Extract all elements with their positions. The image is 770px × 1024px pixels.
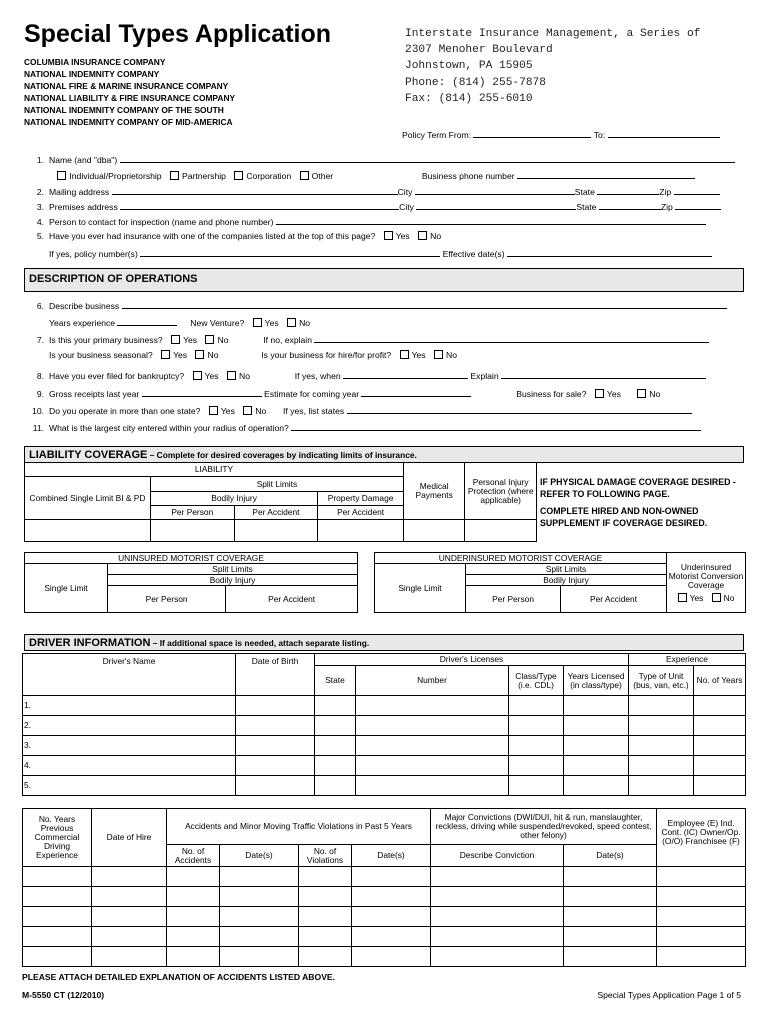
checkbox[interactable] xyxy=(637,389,646,398)
checkbox[interactable] xyxy=(418,231,427,240)
attach-note: PLEASE ATTACH DETAILED EXPLANATION OF ACCIDENTS LISTED ABOVE. xyxy=(22,972,336,982)
no-label: No xyxy=(430,231,442,241)
table-row xyxy=(23,887,746,907)
driver-note: – If additional space is needed, attach separate listing. xyxy=(150,638,370,648)
cell[interactable] xyxy=(431,887,564,907)
cell[interactable] xyxy=(299,947,352,967)
years-exp-label: Years experience xyxy=(49,318,116,328)
checkbox[interactable] xyxy=(400,350,409,359)
cell[interactable] xyxy=(299,927,352,947)
violation-dates-header: Date(s) xyxy=(352,845,431,867)
cell[interactable] xyxy=(629,756,694,776)
table-row xyxy=(23,867,746,887)
q10-row: 10. Do you operate in more than one state? Yes No If yes, list states xyxy=(24,404,742,416)
checkbox[interactable] xyxy=(205,335,214,344)
state-label: State xyxy=(574,187,595,197)
q11-label: What is the largest city entered within your radius of operation? xyxy=(49,423,289,433)
table-row xyxy=(23,696,746,716)
um-table xyxy=(24,552,358,613)
cell[interactable] xyxy=(356,776,509,796)
row-number[interactable]: 2. xyxy=(23,716,236,736)
cell[interactable] xyxy=(657,947,746,967)
policy-number-label: If yes, policy number(s) xyxy=(49,249,138,259)
yes-label: Yes xyxy=(689,592,704,603)
state-header: State xyxy=(315,666,356,696)
mailing-address-field[interactable] xyxy=(112,185,398,195)
table-row xyxy=(23,907,746,927)
cell[interactable] xyxy=(167,927,220,947)
employee-type-header: Employee (E) Ind. Cont. (IC) Owner/Op. (O/O) Franchisee (F) xyxy=(657,809,746,867)
when-field[interactable] xyxy=(343,369,468,379)
cell[interactable] xyxy=(564,716,629,736)
years-row xyxy=(24,316,742,328)
list-states-field[interactable] xyxy=(347,404,692,414)
cell[interactable] xyxy=(220,867,299,887)
bi-per-person-cell[interactable] xyxy=(150,520,234,542)
cell[interactable] xyxy=(236,776,315,796)
page-title: Special Types Application xyxy=(24,20,332,48)
cell[interactable] xyxy=(352,887,431,907)
cell[interactable] xyxy=(509,716,564,736)
liability-note: – Complete for desired coverages by indicating limits of insurance. xyxy=(147,450,417,460)
licenses-header: Driver's Licenses xyxy=(315,654,629,666)
um-single-limit: Single Limit xyxy=(25,564,108,613)
new-venture-label: New Venture? xyxy=(190,318,245,328)
zip-field[interactable] xyxy=(675,200,721,210)
agency-address xyxy=(405,26,731,107)
row-number[interactable]: 5. xyxy=(23,776,236,796)
um-split-limits: Split Limits xyxy=(108,564,358,575)
policy-term-to-field[interactable] xyxy=(608,128,720,138)
pd-cell[interactable] xyxy=(318,520,404,542)
cell[interactable] xyxy=(694,736,746,756)
uim-per-person: Per Person xyxy=(466,586,561,613)
policy-number-field[interactable] xyxy=(140,247,440,257)
zip-field[interactable] xyxy=(674,185,720,195)
q3-row: 3. Premises address City State Zip xyxy=(24,200,742,212)
no-violations-header: No. of Violations xyxy=(299,845,352,867)
if-no-label: If no, explain xyxy=(263,335,312,345)
cell[interactable] xyxy=(299,907,352,927)
driver-title: DRIVER INFORMATION xyxy=(29,637,151,649)
cell[interactable] xyxy=(509,696,564,716)
cell[interactable] xyxy=(92,947,167,967)
list-states-label: If yes, list states xyxy=(283,406,345,416)
checkbox[interactable] xyxy=(384,231,393,240)
cell[interactable] xyxy=(564,887,657,907)
cell[interactable] xyxy=(236,696,315,716)
cell[interactable] xyxy=(657,927,746,947)
address-line: Fax: (814) 255-6010 xyxy=(405,92,533,105)
company-name: NATIONAL LIABILITY & FIRE INSURANCE COMPANY xyxy=(24,93,236,103)
years-exp-field[interactable] xyxy=(117,316,177,326)
cell[interactable] xyxy=(657,907,746,927)
cell[interactable] xyxy=(564,947,657,967)
form-number: M-5550 CT (12/2010) xyxy=(22,990,105,1000)
per-accident-header: Per Accident xyxy=(234,506,318,520)
cell[interactable] xyxy=(657,867,746,887)
uim-conversion-label: Underinsured Motorist Conversion Coverage xyxy=(668,561,744,590)
entity-label: Individual/Proprietorship xyxy=(69,171,162,181)
cell[interactable] xyxy=(23,907,92,927)
address-line: Johnstown, PA 15905 xyxy=(405,60,533,73)
cell[interactable] xyxy=(220,907,299,927)
cell[interactable] xyxy=(92,887,167,907)
checkbox[interactable] xyxy=(234,171,243,180)
cell[interactable] xyxy=(431,867,564,887)
policy-number-row xyxy=(24,247,742,259)
name-field[interactable] xyxy=(120,153,735,163)
cell[interactable] xyxy=(564,907,657,927)
explain-label: Explain xyxy=(470,371,499,381)
yes-label: Yes xyxy=(395,231,410,241)
cell[interactable] xyxy=(315,756,356,776)
cell[interactable] xyxy=(356,696,509,716)
state-label: State xyxy=(576,202,597,212)
q8-label: Have you ever filed for bankruptcy? xyxy=(49,371,185,381)
table-row xyxy=(23,756,746,776)
explain-field[interactable] xyxy=(501,369,706,379)
class-type-header: Class/Type (i.e. CDL) xyxy=(509,666,564,696)
cell[interactable] xyxy=(167,907,220,927)
cell[interactable] xyxy=(629,776,694,796)
per-person-header: Per Person xyxy=(150,506,234,520)
effective-date-label: Effective date(s) xyxy=(442,249,505,259)
um-per-accident: Per Accident xyxy=(226,586,358,613)
company-name: NATIONAL INDEMNITY COMPANY xyxy=(24,69,160,79)
cell[interactable] xyxy=(236,716,315,736)
checkbox[interactable] xyxy=(195,350,204,359)
policy-term-to-label: To: xyxy=(593,130,606,140)
checkbox[interactable] xyxy=(209,406,218,415)
yes-label: Yes xyxy=(411,350,426,360)
policy-term-from-field[interactable] xyxy=(473,128,591,138)
q5-row: 5. Have you ever had insurance with one of the companies listed at the top of this page? Yes No xyxy=(36,231,442,241)
q4-label: Person to contact for inspection (name and phone number) xyxy=(49,217,274,227)
liability-label: LIABILITY xyxy=(25,463,404,477)
operations-title: DESCRIPTION OF OPERATIONS xyxy=(29,273,198,285)
yes-label: Yes xyxy=(220,406,235,416)
accidents-header: Accidents and Minor Moving Traffic Violations in Past 5 Years xyxy=(167,809,431,845)
bi-per-accident-cell[interactable] xyxy=(234,520,318,542)
cell[interactable] xyxy=(352,907,431,927)
yes-label: Yes xyxy=(173,350,188,360)
zip-label: Zip xyxy=(659,187,672,197)
checkbox[interactable] xyxy=(171,335,180,344)
describe-conviction-header: Describe Conviction xyxy=(431,845,564,867)
yes-label: Yes xyxy=(264,318,279,328)
address-line: Phone: (814) 255-7878 xyxy=(405,76,546,89)
years-licensed-header: Years Licensed (in class/type) xyxy=(564,666,629,696)
q8-row: 8. Have you ever filed for bankruptcy? Yes No If yes, when Explain xyxy=(24,369,742,381)
major-convictions-header: Major Convictions (DWI/DUI, hit & run, manslaughter, reckless, driving while suspended/revoked, speed contest, other felony) xyxy=(431,809,657,845)
cell[interactable] xyxy=(236,736,315,756)
uim-split-limits: Split Limits xyxy=(466,564,667,575)
operations-heading xyxy=(24,268,744,292)
checkbox[interactable] xyxy=(253,318,262,327)
csl-cell[interactable] xyxy=(25,520,151,542)
driver-name-header: Driver's Name xyxy=(23,654,236,696)
pip-header: Personal Injury Protection (where applicable) xyxy=(465,463,537,520)
history-table xyxy=(22,808,746,967)
driver-table xyxy=(22,653,746,796)
um-per-person: Per Person xyxy=(108,586,226,613)
cell[interactable] xyxy=(564,776,629,796)
company-name: NATIONAL INDEMNITY COMPANY OF THE SOUTH xyxy=(24,105,224,115)
q7-label: Is this your primary business? xyxy=(49,335,163,345)
address-line: Interstate Insurance Management, a Series of xyxy=(405,28,701,40)
largest-city-field[interactable] xyxy=(291,421,701,431)
hired-note-text: COMPLETE HIRED AND NON-OWNED SUPPLEMENT IF COVERAGE DESIRED. xyxy=(540,506,708,528)
prev-exp-header: No. Years Previous Commercial Driving Experience xyxy=(23,809,92,867)
entity-label: Partnership xyxy=(181,171,226,181)
yes-label: Yes xyxy=(204,371,219,381)
cell[interactable] xyxy=(694,716,746,736)
pip-cell[interactable] xyxy=(465,520,537,542)
cell[interactable] xyxy=(23,867,92,887)
liability-heading xyxy=(24,446,744,463)
cell[interactable] xyxy=(299,887,352,907)
cell[interactable] xyxy=(431,907,564,927)
cell[interactable] xyxy=(694,696,746,716)
cell[interactable] xyxy=(23,887,92,907)
medical-payments-header: Medical Payments xyxy=(403,463,464,520)
city-label: City xyxy=(397,187,413,197)
cell[interactable] xyxy=(352,947,431,967)
contact-field[interactable] xyxy=(276,215,706,225)
estimate-label: Estimate for coming year xyxy=(264,389,360,399)
um-header: UNINSURED MOTORIST COVERAGE xyxy=(25,553,358,564)
seasonal-row xyxy=(24,350,742,362)
if-no-field[interactable] xyxy=(314,333,709,343)
zip-label: Zip xyxy=(660,202,673,212)
medical-cell[interactable] xyxy=(403,520,464,542)
cell[interactable] xyxy=(167,867,220,887)
accident-dates-header: Date(s) xyxy=(220,845,299,867)
business-phone-label: Business phone number xyxy=(421,171,515,181)
city-label: City xyxy=(399,202,414,212)
policy-term-from-label: Policy Term From: xyxy=(402,130,472,140)
premises-address-field[interactable] xyxy=(120,200,399,210)
cell[interactable] xyxy=(694,756,746,776)
checkbox[interactable] xyxy=(300,171,309,180)
physical-note-text: IF PHYSICAL DAMAGE COVERAGE DESIRED - REFER TO FOLLOWING PAGE. xyxy=(540,477,736,499)
cell[interactable] xyxy=(315,716,356,736)
cell[interactable] xyxy=(356,756,509,776)
city-field[interactable] xyxy=(415,185,575,195)
no-label: No xyxy=(446,350,457,360)
yes-label: Yes xyxy=(606,389,621,399)
uim-per-accident: Per Accident xyxy=(561,586,667,613)
seasonal-label: Is your business seasonal? xyxy=(49,350,153,360)
checkbox[interactable] xyxy=(678,593,687,602)
checkbox[interactable] xyxy=(193,371,202,380)
cell[interactable] xyxy=(509,776,564,796)
q9-row: 9. Gross receipts last year Estimate for coming year Business for sale? Yes No xyxy=(36,389,661,399)
date-hire-header: Date of Hire xyxy=(92,809,167,867)
describe-business-field[interactable] xyxy=(122,299,727,309)
type-unit-header: Type of Unit (bus, van, etc.) xyxy=(629,666,694,696)
cell[interactable] xyxy=(352,867,431,887)
no-accidents-header: No. of Accidents xyxy=(167,845,220,867)
q6-label: Describe business xyxy=(49,301,120,311)
gross-receipts-field[interactable] xyxy=(142,387,262,397)
address-line: 2307 Menoher Boulevard xyxy=(405,44,553,57)
split-limits-header: Split Limits xyxy=(150,477,403,492)
um-bodily-injury: Bodily Injury xyxy=(108,575,358,586)
city-field[interactable] xyxy=(416,200,576,210)
checkbox[interactable] xyxy=(57,171,66,180)
business-phone-field[interactable] xyxy=(517,169,695,179)
uim-bodily-injury: Bodily Injury xyxy=(466,575,667,586)
q1-row: 1. Name (and "dba") xyxy=(24,153,742,165)
cell[interactable] xyxy=(356,736,509,756)
estimate-field[interactable] xyxy=(361,387,471,397)
company-name: NATIONAL FIRE & MARINE INSURANCE COMPANY xyxy=(24,81,229,91)
table-row xyxy=(23,736,746,756)
no-label: No xyxy=(723,592,735,603)
checkbox[interactable] xyxy=(434,350,443,359)
q4-row: 4. Person to contact for inspection (name and phone number) xyxy=(24,215,742,227)
cell[interactable] xyxy=(564,736,629,756)
cell[interactable] xyxy=(92,867,167,887)
cell[interactable] xyxy=(352,927,431,947)
company-name: COLUMBIA INSURANCE COMPANY xyxy=(24,57,166,67)
cell[interactable] xyxy=(431,927,564,947)
cell[interactable] xyxy=(509,736,564,756)
uim-table xyxy=(374,552,746,613)
cell[interactable] xyxy=(315,696,356,716)
cell[interactable] xyxy=(564,927,657,947)
cell[interactable] xyxy=(167,887,220,907)
effective-date-field[interactable] xyxy=(507,247,712,257)
table-row xyxy=(23,716,746,736)
checkbox[interactable] xyxy=(712,593,721,602)
cell[interactable] xyxy=(220,927,299,947)
property-damage-header: Property Damage xyxy=(318,492,404,506)
q7-row: 7. Is this your primary business? Yes No If no, explain xyxy=(24,333,742,345)
page-number: Special Types Application Page 1 of 5 xyxy=(597,990,741,1000)
cell[interactable] xyxy=(236,756,315,776)
no-label: No xyxy=(255,406,267,416)
cell[interactable] xyxy=(315,776,356,796)
checkbox[interactable] xyxy=(243,406,252,415)
cell[interactable] xyxy=(509,756,564,776)
policy-term xyxy=(402,128,720,140)
entity-label: Corporation xyxy=(246,171,292,181)
conviction-dates-header: Date(s) xyxy=(564,845,657,867)
checkbox[interactable] xyxy=(287,318,296,327)
q1-label: Name (and "dba") xyxy=(49,155,118,165)
liability-table xyxy=(24,462,537,542)
uim-single-limit: Single Limit xyxy=(375,564,466,613)
state-field[interactable] xyxy=(597,185,659,195)
q6-row: 6. Describe business xyxy=(24,299,742,311)
cell[interactable] xyxy=(564,756,629,776)
q5-label: Have you ever had insurance with one of the companies listed at the top of this page? xyxy=(49,231,376,241)
row-number[interactable]: 1. xyxy=(23,696,236,716)
no-label: No xyxy=(299,318,311,328)
checkbox[interactable] xyxy=(161,350,170,359)
q2-row: 2. Mailing address City State Zip xyxy=(24,185,742,197)
per-accident-header: Per Accident xyxy=(318,506,404,520)
cell[interactable] xyxy=(564,696,629,716)
row-number[interactable]: 4. xyxy=(23,756,236,776)
entity-label: Other xyxy=(311,171,334,181)
q10-label: Do you operate in more than one state? xyxy=(49,406,201,416)
driver-heading xyxy=(24,634,744,651)
cell[interactable] xyxy=(23,927,92,947)
when-label: If yes, when xyxy=(294,371,341,381)
uim-conversion xyxy=(667,553,746,613)
checkbox[interactable] xyxy=(595,389,604,398)
cell[interactable] xyxy=(629,736,694,756)
no-label: No xyxy=(207,350,219,360)
no-label: No xyxy=(239,371,250,381)
experience-header: Experience xyxy=(629,654,746,666)
liability-title: LIABILITY COVERAGE xyxy=(29,449,148,461)
no-label: No xyxy=(649,389,661,399)
table-row xyxy=(23,776,746,796)
no-years-header: No. of Years xyxy=(694,666,746,696)
dob-header: Date of Birth xyxy=(236,654,315,696)
cell[interactable] xyxy=(167,947,220,967)
company-list xyxy=(24,56,235,128)
checkbox[interactable] xyxy=(227,371,236,380)
no-label: No xyxy=(217,335,229,345)
cell[interactable] xyxy=(315,736,356,756)
cell[interactable] xyxy=(629,696,694,716)
cell[interactable] xyxy=(23,947,92,967)
cell[interactable] xyxy=(431,947,564,967)
cell[interactable] xyxy=(92,907,167,927)
checkbox[interactable] xyxy=(170,171,179,180)
uim-header: UNDERINSURED MOTORIST COVERAGE xyxy=(375,553,667,564)
q11-row: 11. What is the largest city entered within your radius of operation? xyxy=(24,421,742,433)
state-field[interactable] xyxy=(599,200,661,210)
company-name: NATIONAL INDEMNITY COMPANY OF MID-AMERICA xyxy=(24,117,233,127)
number-header: Number xyxy=(356,666,509,696)
table-row xyxy=(23,927,746,947)
hire-label: Is your business for hire/for profit? xyxy=(261,350,392,360)
cell[interactable] xyxy=(657,887,746,907)
q9-label: Gross receipts last year xyxy=(49,389,140,399)
csl-header: Combined Single Limit BI & PD xyxy=(25,477,151,520)
cell[interactable] xyxy=(694,776,746,796)
row-number[interactable]: 3. xyxy=(23,736,236,756)
bodily-injury-header: Bodily Injury xyxy=(150,492,317,506)
physical-damage-note xyxy=(540,476,745,529)
cell[interactable] xyxy=(356,716,509,736)
yes-label: Yes xyxy=(183,335,198,345)
q2-label: Mailing address xyxy=(49,187,110,197)
entity-row xyxy=(24,169,742,181)
cell[interactable] xyxy=(92,927,167,947)
cell[interactable] xyxy=(220,887,299,907)
for-sale-label: Business for sale? xyxy=(516,389,587,399)
cell[interactable] xyxy=(629,716,694,736)
table-row xyxy=(23,947,746,967)
cell[interactable] xyxy=(564,867,657,887)
cell[interactable] xyxy=(220,947,299,967)
cell[interactable] xyxy=(299,867,352,887)
q3-label: Premises address xyxy=(49,202,118,212)
